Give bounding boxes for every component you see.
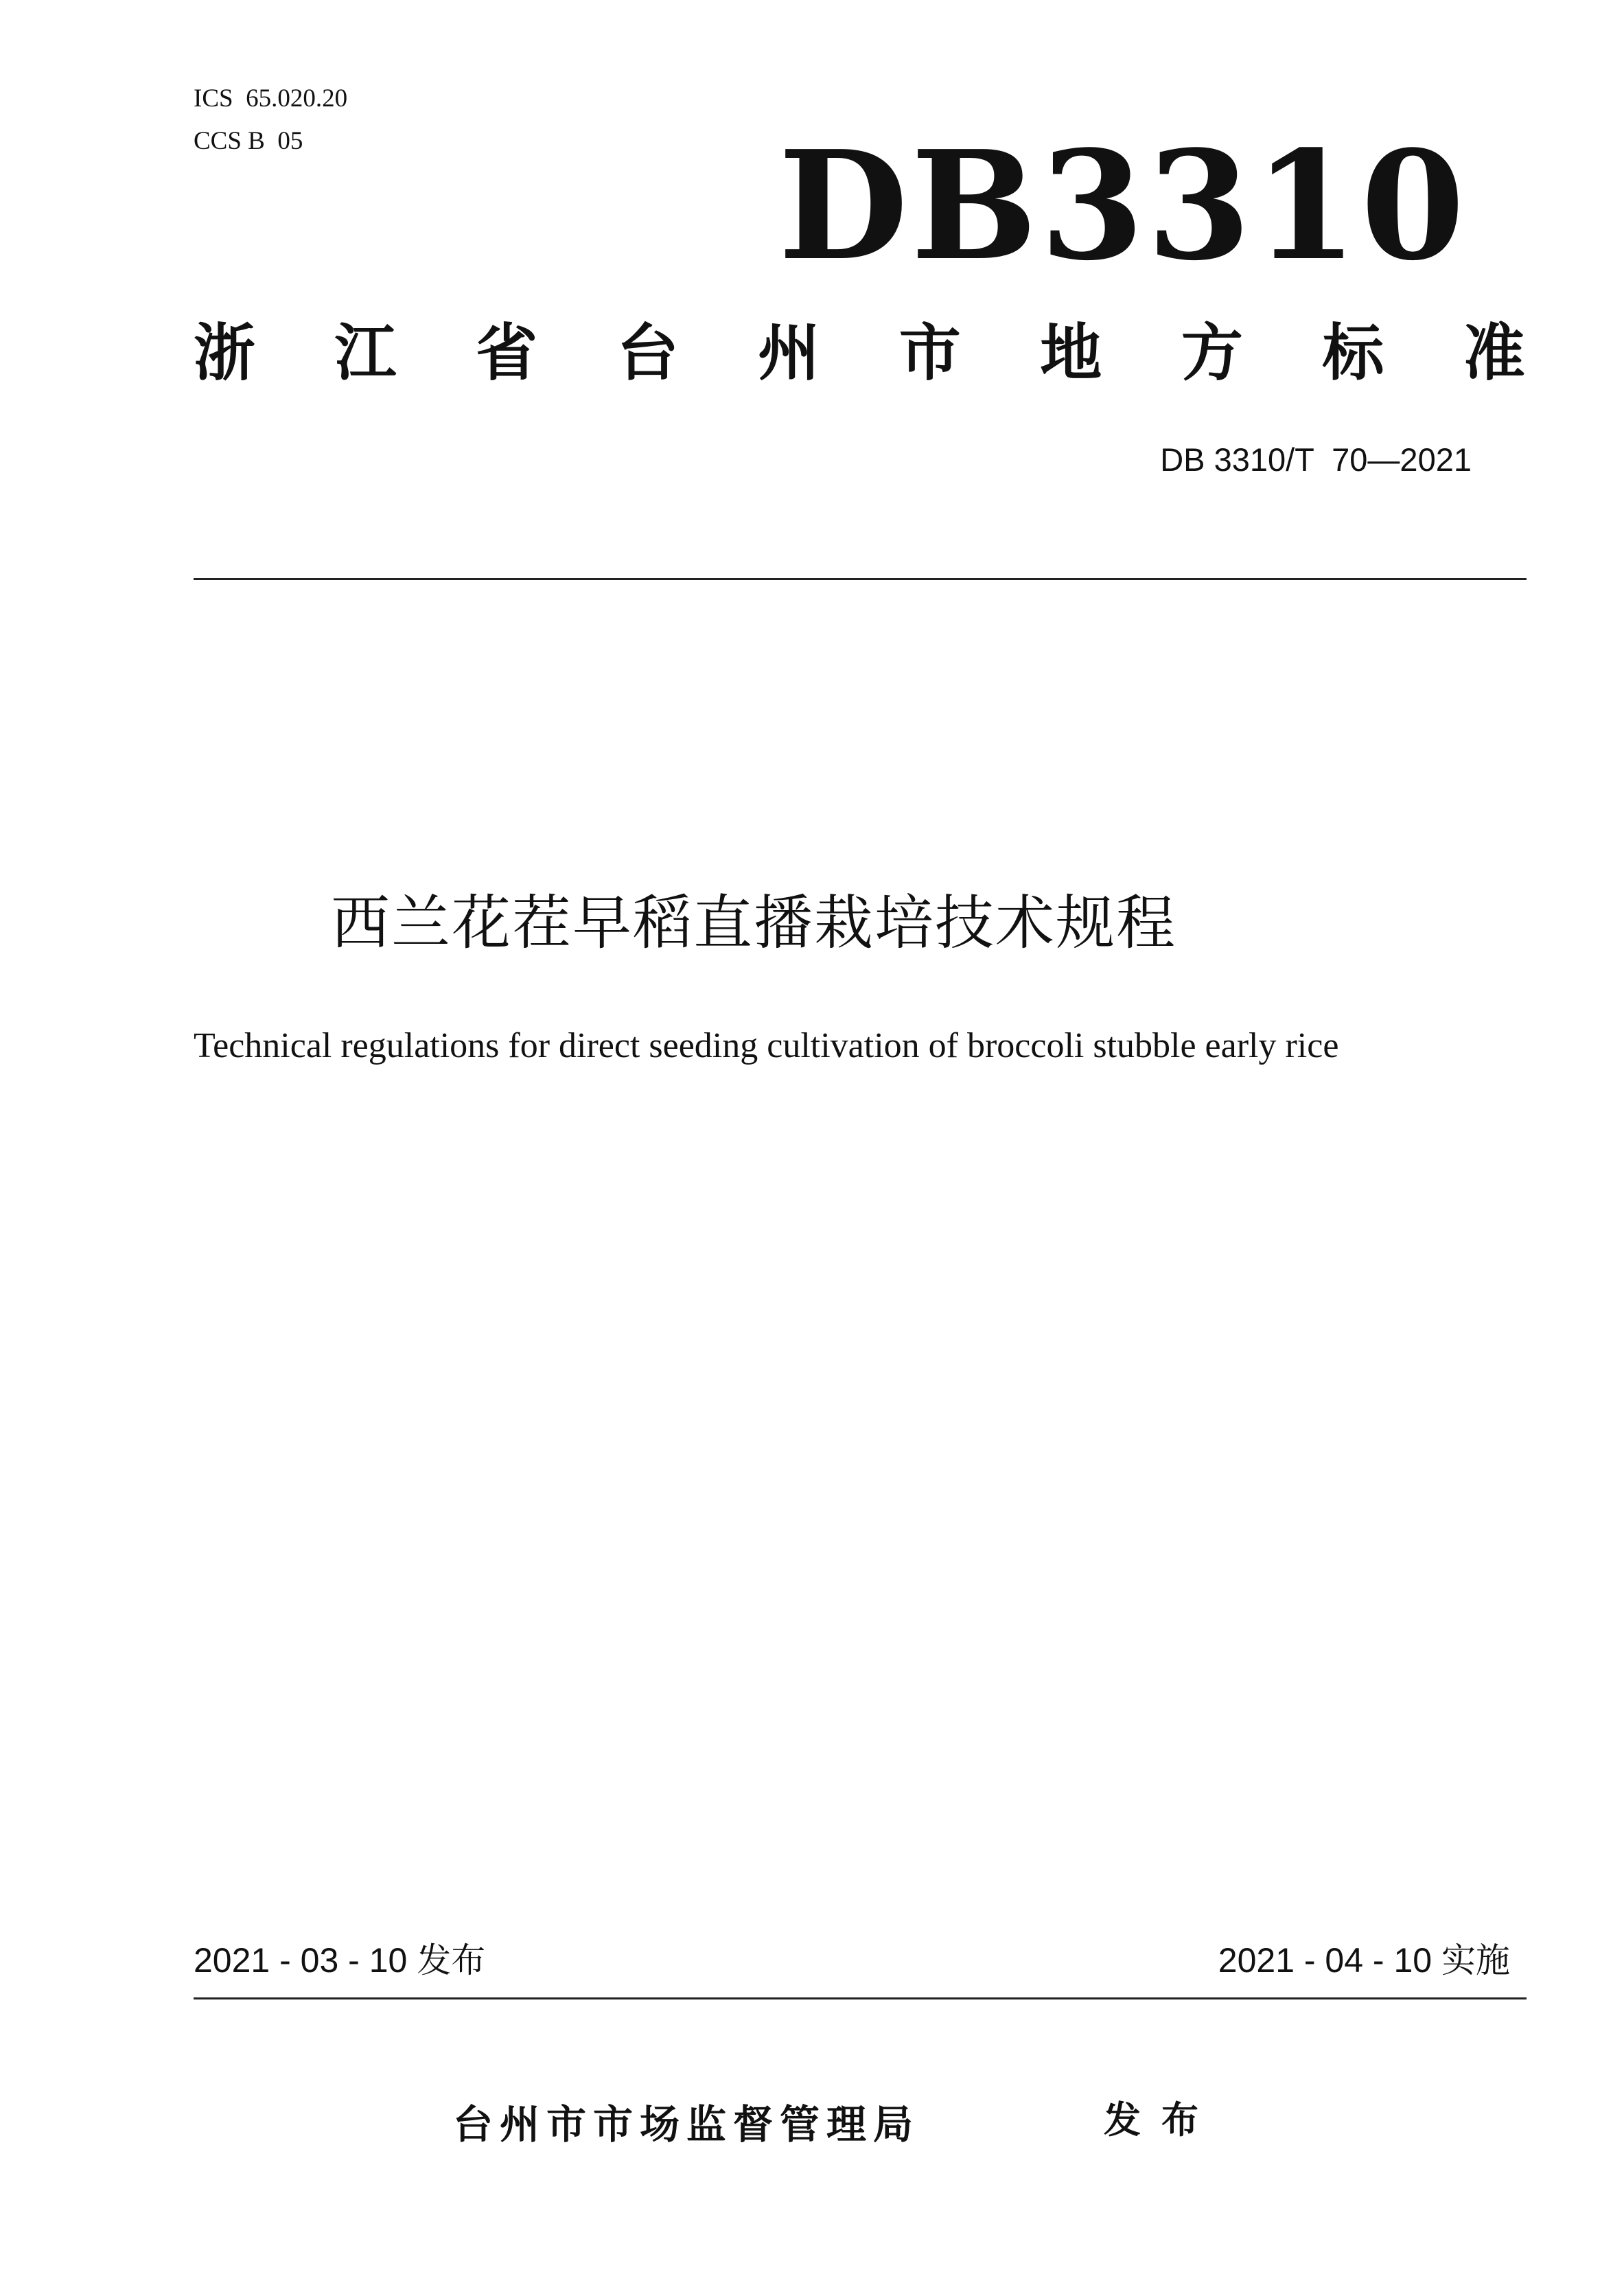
issuing-authority: 台州市市场监督管理局 <box>453 2101 920 2148</box>
standard-type-char: 标 <box>1322 317 1384 389</box>
standard-type-char: 省 <box>476 317 538 389</box>
issue-action-label: 发布 <box>1104 2098 1219 2142</box>
bottom-divider <box>194 1997 1527 1999</box>
standard-type-char: 地 <box>1040 317 1102 389</box>
standard-type-heading <box>194 316 1525 391</box>
top-divider <box>194 578 1527 580</box>
document-title-chinese: 西兰花茬早稻直播栽培技术规程 <box>331 889 1176 958</box>
standard-type-char: 市 <box>898 317 961 389</box>
standard-type-char: 准 <box>1463 317 1525 389</box>
standard-type-char: 浙 <box>194 317 255 389</box>
standard-type-char: 方 <box>1181 317 1243 389</box>
ics-code: ICS 65.020.20 <box>194 84 348 113</box>
issue-date: 2021 - 03 - 10 发布 <box>194 1941 486 1980</box>
standard-type-char: 州 <box>758 317 820 389</box>
document-title-english: Technical regulations for direct seeding cultivation of broccoli stubble early rice <box>194 1026 1339 1065</box>
implementation-date: 2021 - 04 - 10 实施 <box>1218 1941 1510 1980</box>
ccs-code: CCS B 05 <box>194 127 303 155</box>
standard-type-char: 江 <box>334 317 397 389</box>
standard-type-char: 台 <box>616 317 679 389</box>
standard-code-large: DB3310 <box>778 118 1468 294</box>
standard-number: DB 3310/T 70—2021 <box>1160 441 1472 478</box>
